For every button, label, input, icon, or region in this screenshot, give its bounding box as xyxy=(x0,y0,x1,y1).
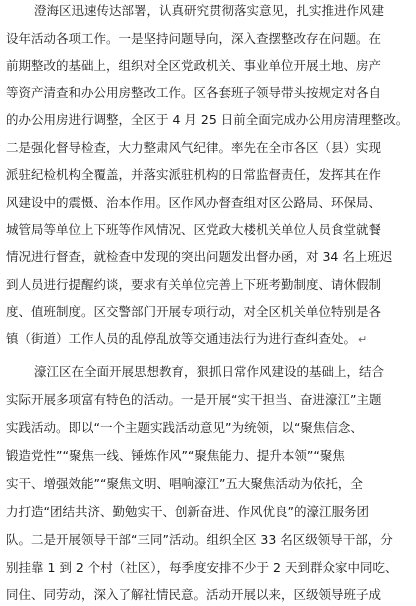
paragraph-1-line-3: 前期整改的基础上，组织对全区党政机关、事业单位开展土地、房产 xyxy=(6,58,382,73)
paragraph-1-line-10: 情况进行督查，就检查中发现的突出问题发出督办函，对 34 名上班迟 xyxy=(6,249,393,264)
paragraph-1-line-12: 度、值班制度。区交警部门开展专项行动，对全区机关单位特别是各 xyxy=(6,304,382,319)
paragraph-1-line-13 xyxy=(6,330,367,348)
paragraph-1-line-1: 澄海区迅速传达部署，认真研究贯彻落实意见，扎实推进作风建 xyxy=(34,3,385,18)
paragraph-2-line-5: 实干、增强效能”“聚焦文明、唱响濠江”五大聚焦活动为依托，全 xyxy=(6,476,363,491)
paragraph-1-line-8: 风建设中的震慑、治本作用。区作风办督查组对区公路局、环保局、 xyxy=(6,195,382,210)
paragraph-2-line-8: 别挂靠 1 到 2 个村（社区），每季度安排不少于 2 天到群众家中同吃、 xyxy=(6,560,398,575)
paragraph-2-line-7: 队。二是开展领导干部“三同”活动。组织全区 33 名区级领导干部，分 xyxy=(6,532,393,547)
paragraph-2-line-4: 锻造党性”“聚焦一线、锤炼作风”“聚焦能力、提升本领”“聚焦 xyxy=(6,448,345,463)
paragraph-1-line-4: 等资产清查和办公用房整改工作。区各套班子领导带头按规定对各自 xyxy=(6,85,382,100)
paragraph-end-mark: ↵ xyxy=(358,333,368,346)
paragraph-2-line-1: 濠江区在全面开展思想教育，狠抓日常作风建设的基础上，结合 xyxy=(34,364,385,379)
paragraph-1-line-5: 的办公用房进行调整，全区于 4 月 25 日前全面完成办公用房清理整改。 xyxy=(6,112,409,127)
paragraph-2-line-9: 同住、同劳动，深入了解社情民意。活动开展以来，区级领导班子成 xyxy=(6,587,382,602)
paragraph-2-line-3: 实践活动。即以“一个主题实践活动意见”为统领，以“聚焦信念、 xyxy=(6,420,363,435)
paragraph-1-line-9: 城管局等单位上下班等作风情况、区党政大楼机关单位人员食堂就餐 xyxy=(6,222,382,237)
paragraph-2-line-6: 力打造“团结共济、勤勉实干、创新奋进、作风优良”的濠江服务团 xyxy=(6,504,369,519)
paragraph-1-line-6: 二是强化督导检查，大力整肃风气纪律。率先在全市各区（县）实现 xyxy=(6,140,382,155)
paragraph-1-line-13-text: 镇（街道）工作人员的乱停乱放等交通违法行为进行查纠查处。 xyxy=(6,331,357,346)
paragraph-2-line-2: 实际开展多项富有特色的活动。一是开展“实干担当、奋进濠江”主题 xyxy=(6,392,382,407)
paragraph-1-line-11: 到人员进行提醒约谈，要求有关单位完善上下班考勤制度、请休假制 xyxy=(6,277,382,292)
paragraph-1-line-7: 派驻纪检机构全覆盖，并落实派驻机构的日常监督责任，发挥其在作 xyxy=(6,167,382,182)
paragraph-1-line-2: 设年活动各项工作。一是坚持问题导向，深入查摆整改存在问题。在 xyxy=(6,31,382,46)
